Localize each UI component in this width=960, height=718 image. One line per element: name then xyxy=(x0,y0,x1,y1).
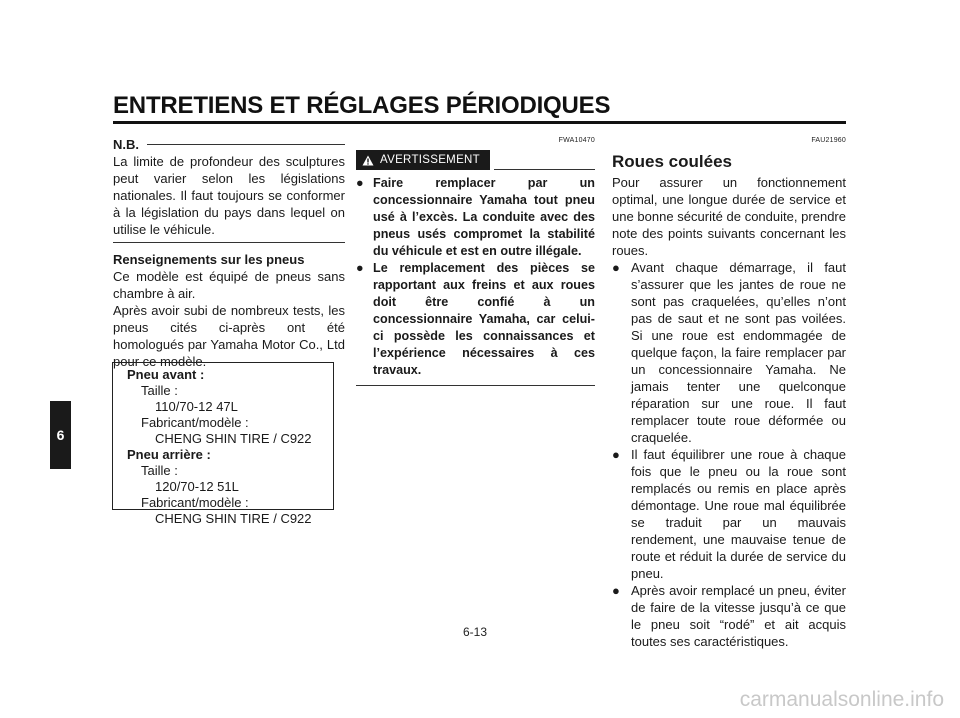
left-column xyxy=(113,136,345,370)
section-intro: Pour assurer un fonctionnement optimal, une longue durée de service et une bonne sécurité de conduite, prendre note des points suivants concernant les roues. xyxy=(612,175,846,258)
nb-header xyxy=(113,136,345,153)
watermark: carmanualsonline.info xyxy=(739,688,944,711)
warning-label: AVERTISSEMENT xyxy=(380,153,480,166)
page-number: 6-13 xyxy=(463,625,488,639)
rear-tire-label: Pneu arrière : xyxy=(127,447,211,462)
list-item xyxy=(612,446,846,582)
front-tire-label: Pneu avant : xyxy=(127,367,205,382)
bullet-icon: ● xyxy=(612,447,620,462)
section-code: FAU21960 xyxy=(811,137,846,144)
warning-column xyxy=(356,132,595,386)
rear-maker-value: CHENG SHIN TIRE / C922 xyxy=(155,511,312,526)
title-rule xyxy=(113,121,846,124)
wheel-tips-list xyxy=(612,259,846,650)
tire-spec-box xyxy=(112,362,334,526)
warning-triangle-icon xyxy=(362,155,374,166)
rear-maker-label: Fabricant/modèle : xyxy=(141,495,249,510)
tire-info-heading: Renseignements sur les pneus xyxy=(113,252,305,267)
front-size-label: Taille : xyxy=(141,383,178,398)
rear-size-label: Taille : xyxy=(141,463,178,478)
warning-badge xyxy=(356,150,490,170)
page-title: ENTRETIENS ET RÉGLAGES PÉRIODIQUES xyxy=(113,92,611,119)
nb-end-rule xyxy=(113,242,345,243)
bullet-icon: ● xyxy=(356,261,364,275)
front-maker-value: CHENG SHIN TIRE / C922 xyxy=(155,431,312,446)
warning-item xyxy=(356,175,595,260)
warning-end-rule xyxy=(356,385,595,386)
tire-info-paragraph-2: Après avoir subi de nombreux tests, les pneus cités ci-après ont été homologués par Yamaha Motor Co., Ltd pour ce modèle. xyxy=(113,303,345,369)
list-item-text: Après avoir remplacé un pneu, éviter de faire de la vitesse jusqu’à ce que le pneu soit “rodé” et ait acquis toutes ses caractéristiques. xyxy=(631,583,846,649)
warning-item-text: Faire remplacer par un concessionnaire Yamaha tout pneu usé à l’excès. La conduite avec des pneus usés compromet la stabilité du véhicule et est en outre illégale. xyxy=(373,176,595,258)
list-item xyxy=(612,582,846,650)
list-item-text: Avant chaque démarrage, il faut s’assurer que les jantes de roue ne sont pas craquelées, qu’elles n’ont pas de saut et ne sont pas voilées. Si une roue est endommagée de quelque façon, la faire remplacer par un concessionnaire Yamaha. Ne jamais tenter une quelconque réparation sur une roue. Il faut remplacer toute roue déformée ou craquelée. xyxy=(631,260,846,445)
bullet-icon: ● xyxy=(612,260,620,275)
list-item xyxy=(612,259,846,446)
tire-info-paragraph-1: Ce modèle est équipé de pneus sans chambre à air. xyxy=(113,269,345,301)
chapter-number: 6 xyxy=(56,427,65,443)
warning-code: FWA10470 xyxy=(558,137,595,144)
bullet-icon: ● xyxy=(612,583,620,598)
rear-size-value: 120/70-12 51L xyxy=(155,479,239,494)
warning-header xyxy=(356,150,595,170)
bullet-icon: ● xyxy=(356,176,364,190)
nb-label: N.B. xyxy=(113,137,139,152)
nb-text: La limite de profondeur des sculptures peut varier selon les législations nationales. Il faut toujours se conformer à la législation du pays dans lequel on utilise le véhicule. xyxy=(113,154,345,237)
chapter-tab xyxy=(50,401,71,469)
warning-item xyxy=(356,260,595,379)
warning-rule xyxy=(494,169,595,170)
nb-rule xyxy=(147,144,345,145)
wheels-column xyxy=(612,132,846,650)
warning-item-text: Le remplacement des pièces se rapportant aux freins et aux roues doit être confié à un concessionnaire Yamaha, car celui-ci possède les connaissances et l’expérience nécessaires à ces travaux. xyxy=(373,261,595,377)
front-size-value: 110/70-12 47L xyxy=(155,399,238,414)
warning-list xyxy=(356,175,595,379)
section-title: Roues coulées xyxy=(612,152,732,171)
front-maker-label: Fabricant/modèle : xyxy=(141,415,249,430)
list-item-text: Il faut équilibrer une roue à chaque fois que le pneu ou la roue sont remplacés ou remis en place après démontage. Une roue mal équilibrée se traduit par un mauvais rendement, une mauvaise tenue de route et réduit la durée de service du pneu. xyxy=(631,447,846,581)
